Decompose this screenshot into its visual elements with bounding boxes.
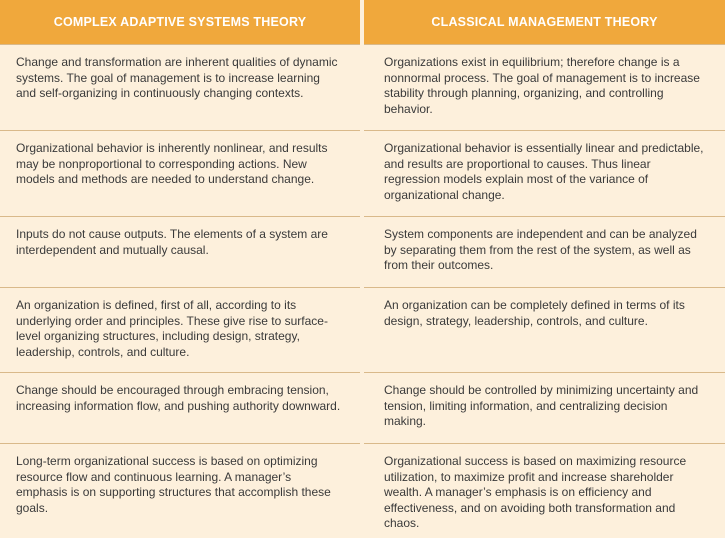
complex-adaptive-cell: Inputs do not cause outputs. The elements of a system are interdependent and mutually causal.: [0, 217, 360, 284]
table-row: [0, 373, 725, 440]
classical-cell: Organizational behavior is essentially linear and predictable, and results are proportional to causes. Thus linear regression models explain most of the variance of organizational change.: [364, 131, 725, 213]
table-header-row: [0, 0, 725, 45]
table-row: [0, 444, 725, 538]
classical-cell: System components are independent and can be analyzed by separating them from the rest of the system, as well as from their outcomes.: [364, 217, 725, 284]
classical-cell: An organization can be completely defined in terms of its design, strategy, leadership, controls, and culture.: [364, 288, 725, 369]
table-row: [0, 217, 725, 284]
complex-adaptive-cell: An organization is defined, first of all, according to its underlying order and principles. These give rise to surface-level organizing structures, including design, strategy, leadership, controls, and culture.: [0, 288, 360, 369]
complex-adaptive-cell: Long-term organizational success is based on optimizing resource flow and continuous learning. A manager’s emphasis is on supporting structures that accomplish these goals.: [0, 444, 360, 538]
table-row: [0, 131, 725, 213]
classical-cell: Organizations exist in equilibrium; therefore change is a nonnormal process. The goal of management is to increase stability through planning, organizing, and controlling behavior.: [364, 45, 725, 127]
header-classical-management: CLASSICAL MANAGEMENT THEORY: [364, 0, 725, 45]
table-row: [0, 45, 725, 127]
complex-adaptive-cell: Change should be encouraged through embracing tension, increasing information flow, and pushing authority downward.: [0, 373, 360, 440]
classical-cell: Change should be controlled by minimizing uncertainty and tension, limiting information, and centralizing decision making.: [364, 373, 725, 440]
complex-adaptive-cell: Organizational behavior is inherently nonlinear, and results may be nonproportional to corresponding actions. New models and methods are needed to understand change.: [0, 131, 360, 213]
table-row: [0, 288, 725, 369]
classical-cell: Organizational success is based on maximizing resource utilization, to maximize profit and increase shareholder wealth. A manager’s emphasis is on efficiency and effectiveness, and on avoiding both transformation and chaos.: [364, 444, 725, 538]
complex-adaptive-cell: Change and transformation are inherent qualities of dynamic systems. The goal of management is to increase learning and self-organizing in continuously changing contexts.: [0, 45, 360, 127]
header-complex-adaptive-systems: COMPLEX ADAPTIVE SYSTEMS THEORY: [0, 0, 360, 45]
